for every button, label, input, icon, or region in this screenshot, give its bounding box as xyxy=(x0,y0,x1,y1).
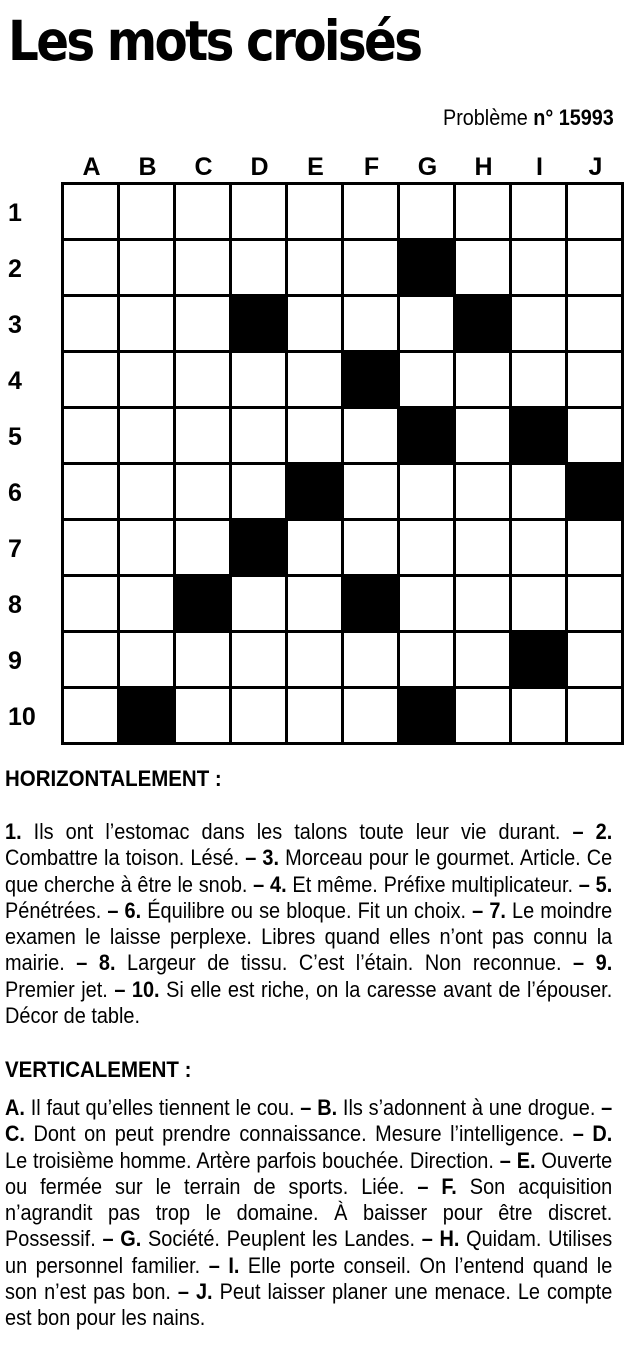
row-label-9: 9 xyxy=(8,647,22,675)
grid-cell[interactable] xyxy=(400,353,456,409)
clue-text: Largeur de tissu. C’est l’étain. Non reconnue. xyxy=(127,950,562,976)
clue-separator: – xyxy=(239,845,263,871)
grid-cell[interactable] xyxy=(120,185,176,241)
clue-text: Le moindre examen le laisse perplexe. Libres quand elles n’ont pas connu la mairie. xyxy=(5,897,613,976)
clue-number: D. xyxy=(592,1121,613,1147)
column-label-c: C xyxy=(194,153,213,181)
vertical-heading: VERTICALEMENT : xyxy=(5,1057,192,1082)
clue-text: Dont on peut prendre connaissance. Mesure l’intelligence. xyxy=(33,1121,565,1147)
clue-text: Ils ont l’estomac dans les talons toute leur vie durant. xyxy=(33,819,561,844)
grid-cell[interactable] xyxy=(176,521,232,577)
black-cell xyxy=(344,353,400,409)
grid-cell[interactable] xyxy=(120,577,176,633)
row-label-5: 5 xyxy=(8,423,22,451)
black-cell xyxy=(400,241,456,297)
grid-cell[interactable] xyxy=(232,185,288,241)
problem-number xyxy=(443,107,614,129)
clue-number: 7. xyxy=(489,897,506,923)
clue-text: Et même. Préfixe multiplicateur. xyxy=(292,871,574,897)
grid-cell[interactable] xyxy=(400,297,456,353)
column-label-g: G xyxy=(417,153,438,181)
black-cell xyxy=(176,577,232,633)
clue-number: 3. xyxy=(262,845,280,871)
row-label-3: 3 xyxy=(8,311,22,339)
grid-cell[interactable] xyxy=(512,241,568,297)
vertical-clues xyxy=(5,1095,612,1332)
grid-cell[interactable] xyxy=(400,633,456,689)
grid-cell[interactable] xyxy=(400,577,456,633)
grid-cell[interactable] xyxy=(232,409,288,465)
black-cell xyxy=(512,409,568,465)
clue-number: G. xyxy=(120,1226,142,1252)
grid-cell[interactable] xyxy=(456,633,512,689)
grid-cell[interactable] xyxy=(568,633,624,689)
clue-number: C. xyxy=(5,1121,25,1147)
clue-separator: – xyxy=(414,1226,440,1252)
black-cell xyxy=(400,409,456,465)
grid-cell[interactable] xyxy=(176,297,232,353)
clue-separator: – xyxy=(595,1095,613,1120)
grid-cell[interactable] xyxy=(288,633,344,689)
grid-cell[interactable] xyxy=(176,409,232,465)
grid-cell[interactable] xyxy=(64,409,120,465)
grid-cell[interactable] xyxy=(120,521,176,577)
grid-cell[interactable] xyxy=(400,521,456,577)
clue-separator: – xyxy=(561,950,596,976)
row-label-2: 2 xyxy=(8,255,22,283)
grid-cell[interactable] xyxy=(120,353,176,409)
grid-cell[interactable] xyxy=(232,465,288,521)
row-label-8: 8 xyxy=(8,591,22,619)
grid-cell[interactable] xyxy=(176,185,232,241)
grid-cell[interactable] xyxy=(344,521,400,577)
clue-text: Ils s’adonnent à une drogue. xyxy=(342,1095,596,1120)
clue-text: Équilibre ou se bloque. Fit un choix. xyxy=(147,897,467,923)
black-cell xyxy=(344,577,400,633)
grid-cell[interactable] xyxy=(64,689,120,745)
grid-cell[interactable] xyxy=(64,521,120,577)
grid-cell[interactable] xyxy=(288,577,344,633)
grid-cell[interactable] xyxy=(232,577,288,633)
column-label-e: E xyxy=(307,153,324,181)
grid-cell[interactable] xyxy=(64,241,120,297)
grid-cell[interactable] xyxy=(456,521,512,577)
grid-cell[interactable] xyxy=(176,241,232,297)
grid-cell[interactable] xyxy=(120,297,176,353)
clue-separator: – xyxy=(466,897,490,923)
clue-text: Son acquisition n’agrandit pas trop le domaine. À baisser pour être discret. Possessif. xyxy=(5,1173,613,1252)
clue-number: H. xyxy=(439,1226,460,1252)
clue-text: Elle porte conseil. On l’entend quand le son n’est pas bon. xyxy=(5,1252,613,1305)
black-cell xyxy=(232,521,288,577)
column-label-j: J xyxy=(588,153,603,181)
clue-number: F. xyxy=(441,1173,457,1199)
grid-cell[interactable] xyxy=(512,521,568,577)
column-label-d: D xyxy=(250,153,269,181)
clue-separator: – xyxy=(560,819,596,844)
clue-separator: – xyxy=(294,1095,318,1120)
clue-number: 1. xyxy=(5,819,22,844)
grid-cell[interactable] xyxy=(512,353,568,409)
grid-cell[interactable] xyxy=(64,465,120,521)
grid-cell[interactable] xyxy=(568,353,624,409)
grid-cell[interactable] xyxy=(232,689,288,745)
clue-separator: – xyxy=(564,1121,593,1147)
grid-cell[interactable] xyxy=(64,353,120,409)
grid-cell[interactable] xyxy=(288,241,344,297)
clue-text: Si elle est riche, on la caresse avant de l’épouser. Décor de table. xyxy=(5,976,613,1029)
column-label-f: F xyxy=(363,153,380,181)
grid-cell[interactable] xyxy=(456,577,512,633)
grid-cell[interactable] xyxy=(232,353,288,409)
clue-number: 8. xyxy=(98,950,116,976)
problem-num: n° 15993 xyxy=(533,105,614,130)
clue-text: Il faut qu’elles tiennent le cou. xyxy=(30,1095,295,1120)
clue-text: Combattre la toison. Lésé. xyxy=(5,845,240,871)
grid-cell[interactable] xyxy=(456,689,512,745)
grid-cell[interactable] xyxy=(64,577,120,633)
grid-cell[interactable] xyxy=(568,185,624,241)
grid-cell[interactable] xyxy=(568,521,624,577)
grid-cell[interactable] xyxy=(568,577,624,633)
clue-text: Morceau pour le gourmet. Article. Ce que cherche à être le snob. xyxy=(5,845,613,897)
grid-cell[interactable] xyxy=(512,465,568,521)
grid-cell[interactable] xyxy=(64,297,120,353)
column-label-h: H xyxy=(474,153,493,181)
grid-cell[interactable] xyxy=(232,633,288,689)
grid-cell[interactable] xyxy=(64,185,120,241)
clue-number: 2. xyxy=(595,819,613,844)
grid-cell[interactable] xyxy=(568,689,624,745)
clue-text: Quidam. Utilises un personnel familier. xyxy=(5,1226,613,1278)
grid-cell[interactable] xyxy=(344,689,400,745)
grid-cell[interactable] xyxy=(120,633,176,689)
grid-cell[interactable] xyxy=(288,689,344,745)
grid-cell[interactable] xyxy=(288,409,344,465)
grid-cell[interactable] xyxy=(176,689,232,745)
grid-cell[interactable] xyxy=(120,241,176,297)
grid-cell[interactable] xyxy=(344,465,400,521)
clue-separator: – xyxy=(170,1279,196,1305)
clue-text: Pénétrées. xyxy=(5,897,102,923)
grid-cell[interactable] xyxy=(288,521,344,577)
grid-cell[interactable] xyxy=(176,353,232,409)
clue-separator: – xyxy=(95,1226,121,1252)
black-cell xyxy=(456,297,512,353)
clue-number: 4. xyxy=(270,871,287,897)
black-cell xyxy=(568,465,624,521)
column-label-a: A xyxy=(82,153,101,181)
grid-cell[interactable] xyxy=(400,185,456,241)
grid-cell[interactable] xyxy=(120,409,176,465)
column-label-i: I xyxy=(536,153,543,181)
clue-number: 9. xyxy=(595,950,613,976)
column-label-b: B xyxy=(138,153,157,181)
grid-cell[interactable] xyxy=(456,409,512,465)
grid-cell[interactable] xyxy=(512,689,568,745)
clue-number: A. xyxy=(5,1095,25,1120)
row-label-6: 6 xyxy=(8,479,22,507)
grid-cell[interactable] xyxy=(512,297,568,353)
black-cell xyxy=(512,633,568,689)
clue-number: I. xyxy=(228,1252,240,1278)
grid-cell[interactable] xyxy=(456,465,512,521)
grid-cell[interactable] xyxy=(176,465,232,521)
clue-number: 6. xyxy=(124,897,142,923)
grid-cell[interactable] xyxy=(344,633,400,689)
grid-cell[interactable] xyxy=(288,297,344,353)
clue-separator: – xyxy=(404,1173,442,1199)
clue-number: 10. xyxy=(131,976,160,1002)
clue-separator: – xyxy=(64,950,99,976)
black-cell xyxy=(288,465,344,521)
clue-text: Société. Peuplent les Landes. xyxy=(147,1226,415,1252)
clue-separator: – xyxy=(493,1147,517,1173)
clue-separator: – xyxy=(101,897,125,923)
grid-cell[interactable] xyxy=(456,241,512,297)
horizontal-heading: HORIZONTALEMENT : xyxy=(5,766,222,791)
clue-text: Le troisième homme. Artère parfois bouchée. Direction. xyxy=(5,1147,494,1173)
clue-separator: – xyxy=(247,871,271,897)
grid-cell[interactable] xyxy=(344,185,400,241)
grid-cell[interactable] xyxy=(64,633,120,689)
grid-cell[interactable] xyxy=(344,241,400,297)
crossword-grid xyxy=(61,182,624,745)
clue-number: 5. xyxy=(595,871,613,897)
grid-cell[interactable] xyxy=(456,353,512,409)
grid-cell[interactable] xyxy=(400,465,456,521)
grid-cell[interactable] xyxy=(232,241,288,297)
grid-cell[interactable] xyxy=(568,409,624,465)
grid-cell[interactable] xyxy=(568,297,624,353)
row-label-4: 4 xyxy=(8,367,22,395)
grid-cell[interactable] xyxy=(512,185,568,241)
grid-cell[interactable] xyxy=(568,241,624,297)
grid-cell[interactable] xyxy=(288,185,344,241)
clue-text: Ouverte ou fermée sur le terrain de sports. Liée. xyxy=(5,1147,613,1199)
clue-separator: – xyxy=(573,871,596,897)
row-label-7: 7 xyxy=(8,535,22,563)
black-cell xyxy=(400,689,456,745)
problem-label: Problème xyxy=(443,105,528,130)
clue-number: E. xyxy=(516,1147,536,1173)
clue-number: B. xyxy=(317,1095,338,1120)
row-label-1: 1 xyxy=(8,199,22,227)
clue-text: Premier jet. xyxy=(5,976,108,1002)
row-label-10: 10 xyxy=(8,703,36,731)
grid-cell[interactable] xyxy=(176,633,232,689)
clue-separator: – xyxy=(107,976,132,1002)
grid-cell[interactable] xyxy=(344,297,400,353)
grid-cell[interactable] xyxy=(344,409,400,465)
grid-cell[interactable] xyxy=(512,577,568,633)
grid-cell[interactable] xyxy=(456,185,512,241)
page-title: Les mots croisés xyxy=(8,9,421,73)
grid-cell[interactable] xyxy=(288,353,344,409)
horizontal-clues xyxy=(5,819,612,1029)
black-cell xyxy=(232,297,288,353)
clue-text: Peut laisser planer une menace. Le compte est bon pour les nains. xyxy=(5,1279,613,1331)
grid-cell[interactable] xyxy=(120,465,176,521)
black-cell xyxy=(120,689,176,745)
clue-separator: – xyxy=(200,1252,229,1278)
clue-number: J. xyxy=(195,1279,213,1305)
